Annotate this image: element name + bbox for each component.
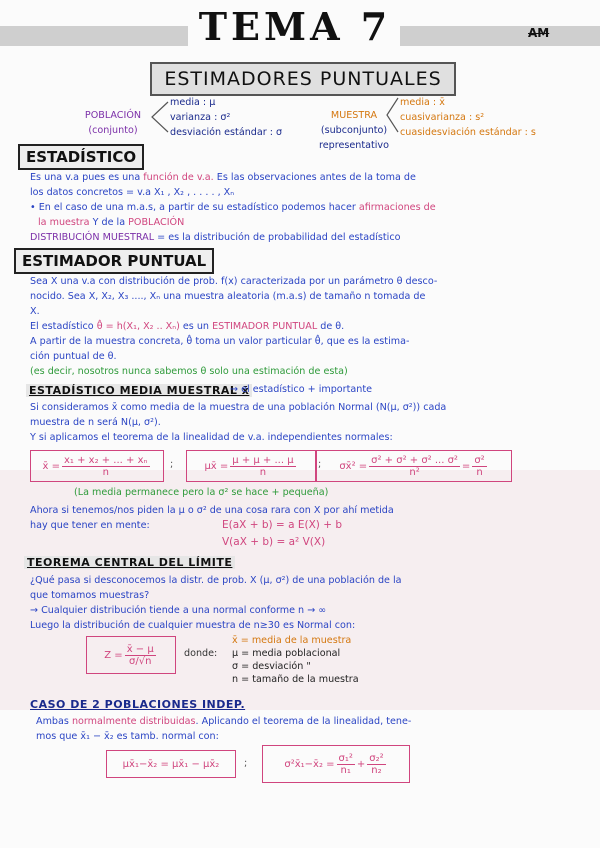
fraction — [125, 644, 156, 667]
estadistico-line — [30, 170, 585, 185]
definition-item: n = tamaño de la muestra — [232, 674, 359, 685]
text: Ambas — [36, 716, 69, 727]
estadistico-line — [30, 200, 585, 215]
sample-item: cuasidesviación estándar : s — [400, 127, 536, 138]
formula-text: θ̂ = h(X₁, X₂ .. Xₙ) — [96, 321, 180, 332]
section-heading-media-muestral: ESTADÍSTICO MEDIA MUESTRAL x̄ — [26, 384, 252, 397]
definition-item: x̄ = media de la muestra — [232, 635, 352, 646]
text: El estadístico — [30, 321, 94, 332]
media-line: Si consideramos x̄ como media de la muestra de una población Normal (N(μ, σ²)) cada — [30, 402, 447, 413]
formula-lhs: x̄ = — [42, 460, 60, 472]
estimador-line: A partir de la muestra concreta, θ̂ toma un valor particular θ̂, que es la estima- — [30, 336, 410, 347]
highlight-text: afirmaciones de — [358, 202, 436, 213]
definition-item: μ = media poblacional — [232, 648, 341, 659]
sample-item: cuasivarianza : s² — [400, 112, 485, 123]
text: Y de la — [92, 217, 126, 228]
denominator: n — [476, 466, 483, 478]
formula-mean-of-mean — [186, 450, 316, 482]
numerator: x̄ − μ — [126, 643, 154, 655]
media-muestral-body — [30, 400, 590, 445]
formula-difference-mean: μx̄₁−x̄₂ = μx̄₁ − μx̄₂ — [106, 750, 236, 778]
media-line: Ahora si tenemos/nos piden la μ o σ² de una cosa rara con X por ahí metida — [30, 505, 394, 516]
text: Es una v.a pues es una — [30, 172, 141, 183]
sample-item: media : x̄ — [400, 97, 445, 108]
sample-sublabel: (subconjunto) — [320, 125, 388, 136]
estadistico-line: los datos concretos = v.a X₁ , X₂ , . . . . , Xₙ — [30, 187, 235, 198]
estimador-note: (es decir, nosotros nunca sabemos θ solo una estimación de esta) — [30, 366, 348, 377]
highlight-text: función de v.a. — [143, 172, 214, 183]
estimador-body — [30, 274, 585, 379]
denominator: n² — [409, 466, 420, 478]
media-line: hay que tener en mente: — [30, 520, 150, 531]
population-items — [170, 95, 282, 140]
population-brace — [148, 100, 170, 134]
population-item: desviación estándar : σ — [170, 127, 283, 138]
media-line: Y si aplicamos el teorema de la linealidad de v.a. independientes normales: — [30, 432, 393, 443]
page-title: TEMA 7 — [198, 4, 392, 49]
tcl-line: ¿Qué pasa si desconocemos la distr. de prob. X (μ, σ²) de una población de la — [30, 575, 402, 586]
formula-lhs: σ²x̄₁−x̄₂ = — [284, 758, 335, 770]
formula-z-score — [86, 636, 176, 674]
numerator: σ² + σ² + σ² ... σ² — [371, 454, 458, 466]
media-muestral-note: → el estadístico + importante — [230, 384, 373, 395]
separator: ; — [244, 758, 248, 769]
fraction — [230, 455, 295, 478]
expectation-rules — [222, 518, 342, 550]
highlight-text: la muestra — [38, 217, 90, 228]
author-initials: AM — [528, 26, 550, 40]
text: • En el caso de una m.a.s, a partir de su estadístico podemos hacer — [30, 202, 356, 213]
formula-sample-mean — [30, 450, 164, 482]
tcl-definitions — [232, 634, 359, 686]
tcl-line: Luego la distribución de cualquier muestra de n≥30 es Normal con: — [30, 620, 356, 631]
estadistico-body — [30, 170, 585, 245]
definition-item: σ = desviación " — [232, 661, 311, 672]
numerator: σ₂² — [369, 752, 384, 764]
section-heading-estimador: ESTIMADOR PUNTUAL — [14, 248, 214, 274]
tcl-line: → Cualquier distribución tiende a una normal conforme n → ∞ — [30, 605, 327, 616]
dos-poblaciones-body — [36, 714, 586, 744]
formula-lhs: μx̄ = — [204, 460, 229, 472]
fraction — [337, 753, 355, 776]
expectation-rule: E(aX + b) = a E(X) + b — [222, 519, 342, 531]
estimador-line: ción puntual de θ. — [30, 351, 117, 362]
highlight-text: POBLACIÓN — [128, 217, 185, 228]
page-subtitle: ESTIMADORES PUNTUALES — [150, 62, 456, 96]
formula-lhs: σx̄² = — [339, 460, 368, 472]
text: es un — [182, 321, 210, 332]
section-heading-dos-poblaciones: CASO DE 2 POBLACIONES INDEP. — [30, 698, 246, 711]
text: Es las observaciones antes de la toma de — [216, 172, 416, 183]
variance-rule: V(aX + b) = a² V(X) — [222, 536, 326, 548]
highlight-text: normalmente distribuidas — [71, 716, 196, 727]
header-bar-right — [400, 26, 600, 46]
formula-variance-of-mean — [316, 450, 512, 482]
sample-items — [400, 95, 536, 140]
estimador-line: X. — [30, 306, 40, 317]
separator: ; — [170, 459, 174, 470]
equals: = — [461, 460, 471, 472]
denominator: σ/√n — [128, 655, 152, 667]
population-sublabel: (conjunto) — [88, 125, 138, 136]
numerator: σ₁² — [338, 752, 353, 764]
text: . Aplicando el teorema de la linealidad, tene- — [195, 716, 412, 727]
population-item: varianza : σ² — [170, 112, 231, 123]
denominator: n₁ — [340, 764, 351, 776]
population-label: POBLACIÓN — [84, 110, 142, 121]
plus: + — [356, 758, 366, 770]
formula-difference-variance — [262, 745, 410, 783]
denominator: n — [259, 466, 267, 478]
highlight-text: ESTIMADOR PUNTUAL — [212, 321, 318, 332]
denominator: n₂ — [371, 764, 382, 776]
media-muestral-note-green: (La media permanece pero la σ² se hace + pequeña) — [74, 487, 329, 498]
text: de θ. — [320, 321, 345, 332]
fraction — [472, 455, 486, 478]
estimador-line: Sea X una v.a con distribución de prob. f(x) caracterizada por un parámetro θ desco- — [30, 276, 438, 287]
donde-label: donde: — [184, 648, 218, 659]
sample-sublabel-2: representativo — [319, 140, 389, 151]
population-block — [78, 108, 148, 138]
section-heading-tcl: TEOREMA CENTRAL DEL LÍMITE — [24, 556, 235, 569]
numerator: μ + μ + ... μ — [232, 454, 294, 466]
estimador-line: nocido. Sea X, X₂, X₃ ...., Xₙ una muestra aleatoria (m.a.s) de tamaño n tomada de — [30, 291, 426, 302]
population-item: media : μ — [170, 97, 216, 108]
fraction — [369, 455, 460, 478]
denominator: n — [102, 466, 109, 478]
section-heading-estadistico: ESTADÍSTICO — [18, 144, 144, 170]
tcl-body — [30, 573, 590, 633]
term-label: DISTRIBUCIÓN MUESTRAL — [30, 232, 155, 243]
separator: ; — [318, 459, 322, 470]
dos-pob-line: mos que x̄₁ − x̄₂ es tamb. normal con: — [36, 731, 219, 742]
fraction — [367, 753, 385, 776]
sample-brace — [384, 96, 400, 134]
estimador-line — [30, 319, 585, 334]
estadistico-line — [30, 230, 585, 245]
estadistico-line — [30, 215, 585, 230]
fraction — [62, 455, 150, 478]
sample-label: MUESTRA — [330, 110, 378, 121]
dos-pob-line — [36, 714, 586, 729]
header-bar-left — [0, 26, 188, 46]
media-line: muestra de n será N(μ, σ²). — [30, 417, 161, 428]
numerator: σ² — [474, 454, 485, 466]
tcl-line: que tomamos muestras? — [30, 590, 150, 601]
text: = es la distribución de probabilidad del estadístico — [157, 232, 401, 243]
numerator: x₁ + x₂ + ... + xₙ — [63, 454, 148, 466]
formula-lhs: Z = — [104, 649, 123, 661]
